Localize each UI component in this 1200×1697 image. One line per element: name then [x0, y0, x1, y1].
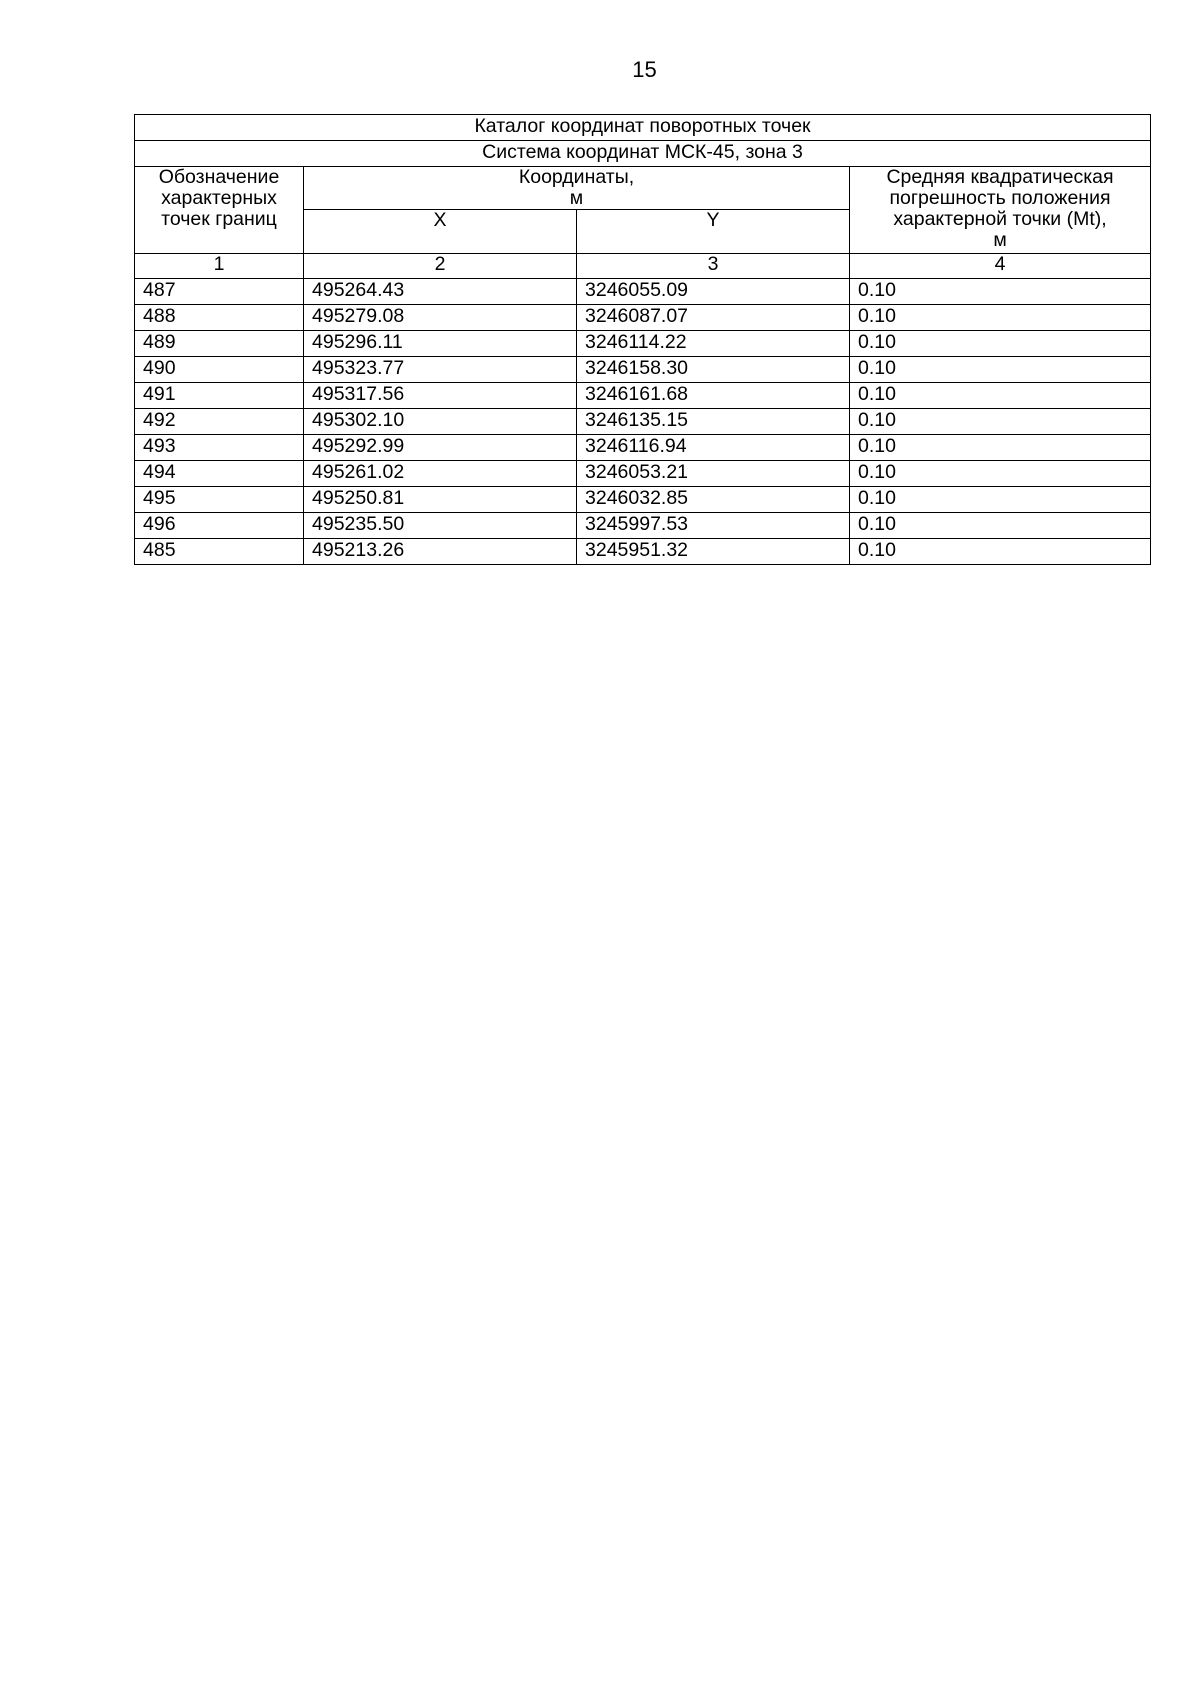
column-number-2: 2 [304, 254, 577, 279]
cell-y: 3246161.68 [577, 383, 850, 409]
header-point-designation [135, 167, 304, 254]
cell-x: 495213.26 [304, 539, 577, 565]
header-coordinates [304, 167, 850, 210]
table-row [135, 513, 1151, 539]
cell-y: 3246032.85 [577, 487, 850, 513]
table-row [135, 383, 1151, 409]
cell-y: 3246087.07 [577, 305, 850, 331]
cell-y: 3245951.32 [577, 539, 850, 565]
cell-y: 3246135.15 [577, 409, 850, 435]
coordinates-catalog-table [134, 114, 1151, 565]
header-y: Y [577, 210, 850, 254]
table-title: Каталог координат поворотных точек [135, 115, 1151, 141]
cell-mt: 0.10 [850, 305, 1151, 331]
header-coordinates-line-1: Координаты, [518, 166, 635, 188]
table-row [135, 461, 1151, 487]
cell-x: 495261.02 [304, 461, 577, 487]
cell-y: 3246055.09 [577, 279, 850, 305]
cell-point: 494 [135, 461, 304, 487]
header-error-line-4: м [993, 229, 1007, 251]
table-body [135, 115, 1151, 565]
header-point-line-3: точек границ [161, 208, 277, 230]
column-number-4: 4 [850, 254, 1151, 279]
cell-x: 495323.77 [304, 357, 577, 383]
table-row [135, 279, 1151, 305]
cell-mt: 0.10 [850, 461, 1151, 487]
cell-mt: 0.10 [850, 279, 1151, 305]
cell-mt: 0.10 [850, 331, 1151, 357]
cell-point: 487 [135, 279, 304, 305]
cell-mt: 0.10 [850, 513, 1151, 539]
header-x: X [304, 210, 577, 254]
header-error-line-3: характерной точки (Mt), [893, 208, 1107, 230]
cell-y: 3246158.30 [577, 357, 850, 383]
table-row [135, 409, 1151, 435]
table-row [135, 487, 1151, 513]
header-coordinates-line-2: м [569, 187, 584, 209]
cell-mt: 0.10 [850, 487, 1151, 513]
header-point-line-1: Обозначение [158, 166, 280, 188]
cell-y: 3246116.94 [577, 435, 850, 461]
cell-point: 492 [135, 409, 304, 435]
cell-point: 488 [135, 305, 304, 331]
cell-point: 485 [135, 539, 304, 565]
cell-point: 490 [135, 357, 304, 383]
header-error-line-1: Средняя квадратическая [886, 166, 1114, 188]
header-mean-square-error [850, 167, 1151, 254]
cell-x: 495317.56 [304, 383, 577, 409]
cell-point: 493 [135, 435, 304, 461]
cell-point: 495 [135, 487, 304, 513]
table-row [135, 435, 1151, 461]
cell-y: 3246114.22 [577, 331, 850, 357]
cell-mt: 0.10 [850, 357, 1151, 383]
cell-x: 495296.11 [304, 331, 577, 357]
cell-mt: 0.10 [850, 409, 1151, 435]
cell-y: 3245997.53 [577, 513, 850, 539]
header-error-line-2: погрешность положения [889, 187, 1111, 209]
cell-mt: 0.10 [850, 383, 1151, 409]
table-title-row [135, 115, 1151, 141]
page-number: 15 [632, 57, 657, 82]
table-row [135, 357, 1151, 383]
column-number-1: 1 [135, 254, 304, 279]
table-row [135, 331, 1151, 357]
cell-mt: 0.10 [850, 539, 1151, 565]
table-subtitle-row [135, 141, 1151, 167]
cell-point: 489 [135, 331, 304, 357]
cell-x: 495279.08 [304, 305, 577, 331]
table-row [135, 305, 1151, 331]
cell-mt: 0.10 [850, 435, 1151, 461]
column-number-3: 3 [577, 254, 850, 279]
table-row [135, 539, 1151, 565]
cell-x: 495292.99 [304, 435, 577, 461]
cell-point: 491 [135, 383, 304, 409]
cell-point: 496 [135, 513, 304, 539]
table-subtitle: Система координат МСК-45, зона 3 [135, 141, 1151, 167]
header-row-top [135, 167, 1151, 210]
cell-x: 495250.81 [304, 487, 577, 513]
cell-x: 495264.43 [304, 279, 577, 305]
column-numbers-row [135, 254, 1151, 279]
cell-x: 495235.50 [304, 513, 577, 539]
header-point-line-2: характерных [161, 187, 277, 209]
cell-y: 3246053.21 [577, 461, 850, 487]
cell-x: 495302.10 [304, 409, 577, 435]
